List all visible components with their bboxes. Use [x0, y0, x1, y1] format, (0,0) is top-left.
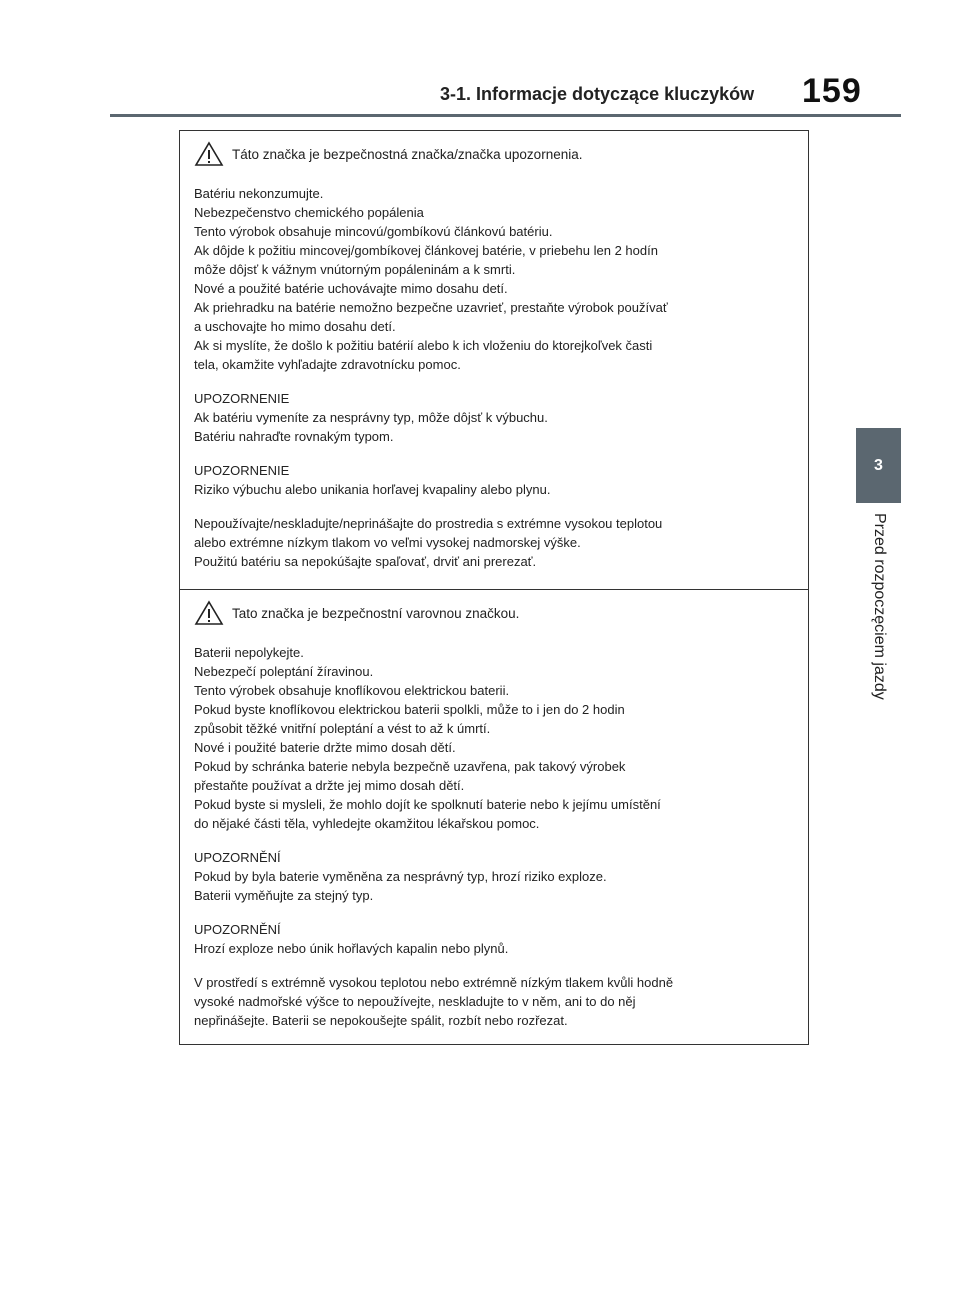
- text-line: Nebezpečí poleptání žíravinou.: [194, 664, 374, 679]
- text-line: Použitú batériu sa nepokúšajte spaľovať, drviť ani prerezať.: [194, 554, 537, 569]
- chapter-tab[interactable]: [856, 428, 901, 503]
- text-line: a uschovajte ho mimo dosahu detí.: [194, 319, 396, 334]
- caution-label: UPOZORNĚNÍ: [194, 850, 281, 865]
- text-line: môže dôjsť k vážnym vnútorným popáleninám a k smrti.: [194, 262, 516, 277]
- text-line: do nějaké části těla, vyhledejte okamžitou lékařskou pomoc.: [194, 816, 540, 831]
- czech-paragraph-4: [194, 973, 794, 1030]
- text-line: Ak dôjde k požitiu mincovej/gombíkovej článkovej batérie, v priebehu len 2 hodín: [194, 243, 658, 258]
- text-line: Tento výrobek obsahuje knoflíkovou elektrickou baterii.: [194, 683, 510, 698]
- slovak-notice: [180, 131, 808, 589]
- caution-label: UPOZORNĚNÍ: [194, 922, 281, 937]
- text-line: Batériu nahraďte rovnakým typom.: [194, 429, 394, 444]
- text-line: Pokud by byla baterie vyměněna za nesprávný typ, hrozí riziko exploze.: [194, 869, 607, 884]
- text-line: Ak priehradku na batérie nemožno bezpečne uzavrieť, prestaňte výrobok používať: [194, 300, 668, 315]
- text-line: Baterii vyměňujte za stejný typ.: [194, 888, 374, 903]
- slovak-paragraph-4: [194, 514, 794, 571]
- text-line: Nové i použité baterie držte mimo dosah dětí.: [194, 740, 456, 755]
- text-line: vysoké nadmořské výšce to nepoužívejte, neskladujte to v něm, ani to do něj: [194, 994, 636, 1009]
- czech-paragraph-3: [194, 920, 794, 958]
- text-line: Riziko výbuchu alebo unikania horľavej kvapaliny alebo plynu.: [194, 482, 551, 497]
- text-line: Nové a použité batérie uchovávajte mimo dosahu detí.: [194, 281, 508, 296]
- caution-label: UPOZORNENIE: [194, 391, 290, 406]
- czech-heading-text: Tato značka je bezpečnostní varovnou značkou.: [232, 605, 520, 621]
- slovak-paragraph-1: [194, 184, 794, 374]
- header-divider: [110, 114, 901, 117]
- text-line: alebo extrémne nízkym tlakom vo veľmi vysokej nadmorskej výške.: [194, 535, 581, 550]
- czech-paragraph-2: [194, 848, 794, 905]
- text-line: Ak batériu vymeníte za nesprávny typ, môže dôjsť k výbuchu.: [194, 410, 548, 425]
- page-number: 159: [802, 72, 862, 110]
- text-line: přestaňte používat a držte jej mimo dosah dětí.: [194, 778, 465, 793]
- text-line: Batériu nekonzumujte.: [194, 186, 324, 201]
- slovak-warning-heading: [194, 139, 794, 169]
- chapter-title: Przed rozpoczęciem jazdy: [871, 513, 888, 700]
- text-line: Pokud by schránka baterie nebyla bezpečně uzavřena, pak takový výrobek: [194, 759, 626, 774]
- text-line: tela, okamžite vyhľadajte zdravotnícku pomoc.: [194, 357, 461, 372]
- czech-warning-heading: [194, 598, 794, 628]
- czech-paragraph-1: [194, 643, 794, 833]
- chapter-number: 3: [874, 456, 883, 474]
- text-line: způsobit těžké vnitřní poleptání a vést to až k úmrtí.: [194, 721, 491, 736]
- text-line: V prostředí s extrémně vysokou teplotou nebo extrémně nízkým tlakem kvůli hodně: [194, 975, 674, 990]
- text-line: Hrozí exploze nebo únik hořlavých kapalin nebo plynů.: [194, 941, 509, 956]
- battery-warning-box: [179, 130, 809, 1045]
- warning-triangle-icon: [194, 600, 224, 626]
- slovak-paragraph-2: [194, 389, 794, 446]
- text-line: Pokud byste si mysleli, že mohlo dojít ke spolknutí baterie nebo k jejímu umístění: [194, 797, 661, 812]
- section-title: 3-1. Informacje dotyczące kluczyków: [440, 84, 755, 104]
- text-line: Baterii nepolykejte.: [194, 645, 304, 660]
- text-line: Pokud byste knoflíkovou elektrickou baterii spolkli, může to i jen do 2 hodin: [194, 702, 625, 717]
- text-line: nepřinášejte. Baterii se nepokoušejte spálit, rozbít nebo rozřezat.: [194, 1013, 568, 1028]
- slovak-paragraph-3: [194, 461, 794, 499]
- text-line: Ak si myslíte, že došlo k požitiu batérií alebo k ich vloženiu do ktorejkoľvek časti: [194, 338, 653, 353]
- czech-notice: [180, 589, 808, 1044]
- slovak-heading-text: Táto značka je bezpečnostná značka/značka upozornenia.: [232, 146, 583, 162]
- caution-label: UPOZORNENIE: [194, 463, 290, 478]
- text-line: Nepoužívajte/neskladujte/neprinášajte do prostredia s extrémne vysokou teplotou: [194, 516, 663, 531]
- text-line: Nebezpečenstvo chemického popálenia: [194, 205, 424, 220]
- text-line: Tento výrobok obsahuje mincovú/gombíkovú článkovú batériu.: [194, 224, 553, 239]
- warning-triangle-icon: [194, 141, 224, 167]
